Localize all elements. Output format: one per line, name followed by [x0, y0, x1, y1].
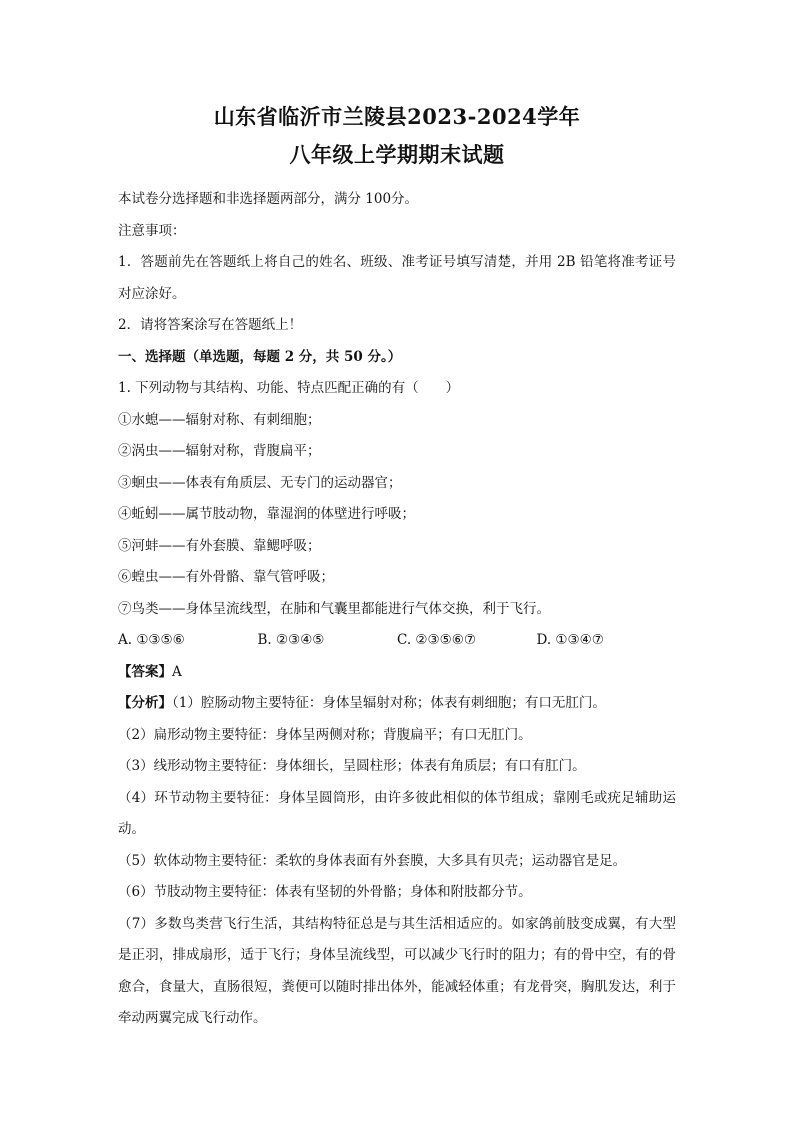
- question-item-7: ⑦鸟类——身体呈流线型，在肺和气囊里都能进行气体交换，利于飞行。: [118, 600, 550, 617]
- question-item-6: ⑥蝗虫——有外骨骼、靠气管呼吸；: [118, 569, 334, 585]
- exam-summary: 本试卷分选择题和非选择题两部分，满分 100分。: [118, 191, 419, 207]
- option-c: C. ②③⑤⑥⑦: [397, 632, 476, 648]
- exam-title-line2: 八年级上学期期末试题: [289, 142, 505, 167]
- answer-label: 【答案】: [118, 663, 172, 680]
- analysis-label: 【分析】: [118, 695, 172, 711]
- option-a: A. ①③⑤⑥: [118, 632, 185, 648]
- analysis-text-1: （1）腔肠动物主要特征：身体呈辐射对称；体表有刺细胞；有口无肛门。: [172, 695, 606, 711]
- answer-value: A: [172, 663, 182, 680]
- question-item-3: ③蛔虫——体表有角质层、无专门的运动器官；: [118, 474, 402, 491]
- notice-item-2: 2．请将答案涂写在答题纸上！: [118, 317, 303, 333]
- section-heading: 一、选择题（单选题，每题 2 分，共 50 分。）: [118, 348, 402, 365]
- option-d: D. ①③④⑦: [536, 632, 604, 648]
- notice-label: 注意事项：: [118, 222, 186, 239]
- question-item-2: ②涡虫——辐射对称，背腹扁平；: [118, 443, 321, 459]
- answer-line: [118, 657, 676, 689]
- analysis-line-7: （7）多数鸟类营飞行生活，其结构特征总是与其生活相适应的。如家鸽前肢变成翼，有大型是正羽，排成扇形，适于飞行；身体呈流线型，可以减少飞行时的阻力；有的骨中空，有的骨愈合，食量大，直肠很短，粪便可以随时排出体外，能减轻体重；有龙骨突，胸肌发达，利于牵动两翼完成飞行动作。: [118, 915, 676, 1026]
- analysis-line-3: （3）线形动物主要特征：身体细长，呈圆柱形；体表有角质层；有口有肛门。: [118, 758, 586, 774]
- analysis-line-6: （6）节肢动物主要特征：体表有坚韧的外骨骼；身体和附肢都分节。: [118, 884, 532, 900]
- notice-item-1: 1．答题前先在答题纸上将自己的姓名、班级、准考证号填写清楚，并用 2B 铅笔将准考证号对应涂好。: [118, 254, 676, 302]
- analysis-line-1: [118, 688, 676, 720]
- question-item-4: ④蚯蚓——属节肢动物，靠湿润的体壁进行呼吸；: [118, 506, 415, 522]
- question-item-1: ①水螅——辐射对称、有刺细胞；: [118, 411, 321, 428]
- exam-title-line1: 山东省临沂市兰陵县2023-2024学年: [213, 104, 581, 129]
- option-b: B. ②③④⑤: [257, 632, 325, 648]
- question-item-5: ⑤河蚌——有外套膜、靠鳃呼吸；: [118, 537, 321, 554]
- analysis-line-4: （4）环节动物主要特征：身体呈圆筒形，由许多彼此相似的体节组成；靠刚毛或疣足辅助运动。: [118, 789, 676, 837]
- answer-options: [118, 625, 676, 657]
- analysis-line-2: （2）扁形动物主要特征：身体呈两侧对称；背腹扁平；有口无肛门。: [118, 726, 532, 743]
- analysis-line-5: （5）软体动物主要特征：柔软的身体表面有外套膜，大多具有贝壳；运动器官是足。: [118, 852, 627, 869]
- question-stem: 1. 下列动物与其结构、功能、特点匹配正确的有（ ）: [118, 380, 460, 396]
